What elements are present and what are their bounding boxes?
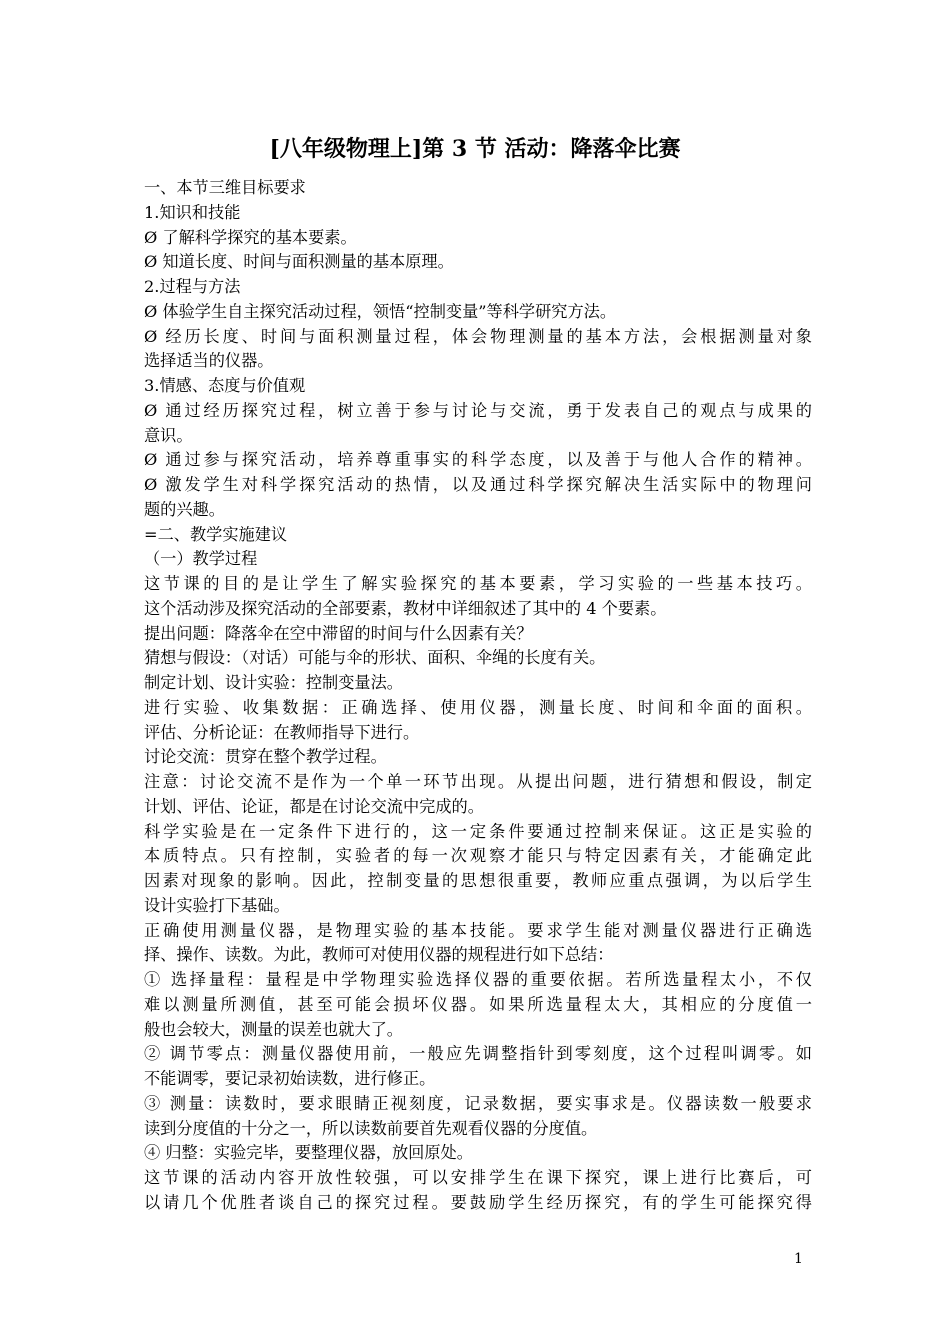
text-line: 科学实验是在一定条件下进行的，这一定条件要通过控制来保证。这正是实验的: [144, 821, 812, 841]
text-line: 1.知识和技能: [144, 202, 241, 222]
text-line: 这个活动涉及探究活动的全部要素，教材中详细叙述了其中的 4 个要素。: [144, 598, 667, 618]
text-line: 猜想与假设：（对话）可能与伞的形状、面积、伞绳的长度有关。: [144, 648, 606, 668]
text-line: 不能调零，要记录初始读数，进行修正。: [144, 1069, 436, 1088]
text-line: 2.过程与方法: [144, 277, 241, 296]
text-line: ③ 测量：读数时，要求眼睛正视刻度，记录数据，要实事求是。仪器读数一般要求: [144, 1093, 812, 1113]
text-line: 3.情感、态度与价值观: [144, 376, 306, 395]
page-number: 1: [794, 1251, 803, 1267]
text-line: 择、操作、读数。为此，教师可对使用仪器的规程进行如下总结：: [144, 945, 614, 965]
text-line: Ø 通过参与探究活动，培养尊重事实的科学态度，以及善于与他人合作的精神。: [144, 450, 812, 470]
text-line: 本质特点。只有控制，实验者的每一次观察才能只与特定因素有关，才能确定此: [144, 846, 812, 866]
text-line: Ø 激发学生对科学探究活动的热情，以及通过科学探究解决生活实际中的物理问: [144, 475, 812, 494]
text-line: =二、教学实施建议: [144, 524, 288, 544]
text-line: 讨论交流：贯穿在整个教学过程。: [144, 747, 387, 767]
text-line: 注意：讨论交流不是作为一个单一环节出现。从提出问题，进行猜想和假设，制定: [144, 772, 812, 791]
document-title: [八年级物理上]第 3 节 活动：降落伞比赛: [269, 136, 681, 162]
document-body: [144, 176, 812, 1216]
text-line: 正确使用测量仪器，是物理实验的基本技能。要求学生能对测量仪器进行正确选: [144, 920, 812, 940]
text-line: Ø 了解科学探究的基本要素。: [144, 227, 357, 247]
text-line: Ø 知道长度、时间与面积测量的基本原理。: [144, 252, 454, 272]
text-line: 读到分度值的十分之一，所以读数前要首先观看仪器的分度值。: [144, 1118, 598, 1138]
text-line: 评估、分析论证：在教师指导下进行。: [144, 722, 420, 742]
text-line: 因素对现象的影响。因此，控制变量的思想很重要，教师应重点强调，为以后学生: [144, 871, 812, 890]
text-line: 以请几个优胜者谈自己的探究过程。要鼓励学生经历探究，有的学生可能探究得: [144, 1192, 812, 1212]
text-line: 难以测量所测值，甚至可能会损坏仪器。如果所选量程太大，其相应的分度值一: [144, 994, 812, 1014]
text-line: 般也会较大，测量的误差也就大了。: [144, 1019, 403, 1039]
text-line: ② 调节零点：测量仪器使用前，一般应先调整指针到零刻度，这个过程叫调零。如: [144, 1044, 812, 1064]
text-line: 进行实验、收集数据：正确选择、使用仪器，测量长度、时间和伞面的面积。: [144, 697, 812, 717]
text-line: 计划、评估、论证，都是在讨论交流中完成的。: [144, 796, 484, 816]
text-line: 制定计划、设计实验：控制变量法。: [144, 673, 403, 692]
text-line: ① 选择量程：量程是中学物理实验选择仪器的重要依据。若所选量程太小，不仅: [144, 970, 812, 989]
text-line: 题的兴趣。: [144, 499, 225, 519]
text-line: （一）教学过程: [144, 549, 258, 569]
text-line: 这节课的目的是让学生了解实验探究的基本要素，学习实验的一些基本技巧。: [144, 574, 812, 593]
text-line: ④ 归整：实验完毕，要整理仪器，放回原处。: [144, 1143, 473, 1163]
text-line: Ø 体验学生自主探究活动过程，领悟“控制变量”等科学研究方法。: [144, 301, 617, 321]
text-line: 意识。: [144, 425, 193, 445]
text-line: 一、本节三维目标要求: [144, 178, 306, 197]
text-line: 设计实验打下基础。: [144, 895, 290, 915]
text-line: 这节课的活动内容开放性较强，可以安排学生在课下探究，课上进行比赛后，可: [144, 1168, 812, 1187]
text-line: 选择适当的仪器。: [144, 351, 274, 371]
text-line: 提出问题：降落伞在空中滞留的时间与什么因素有关？: [144, 623, 533, 643]
text-line: Ø 通过经历探究过程，树立善于参与讨论与交流，勇于发表自己的观点与成果的: [144, 400, 812, 420]
text-line: Ø 经历长度、时间与面积测量过程，体会物理测量的基本方法，会根据测量对象: [144, 326, 812, 346]
